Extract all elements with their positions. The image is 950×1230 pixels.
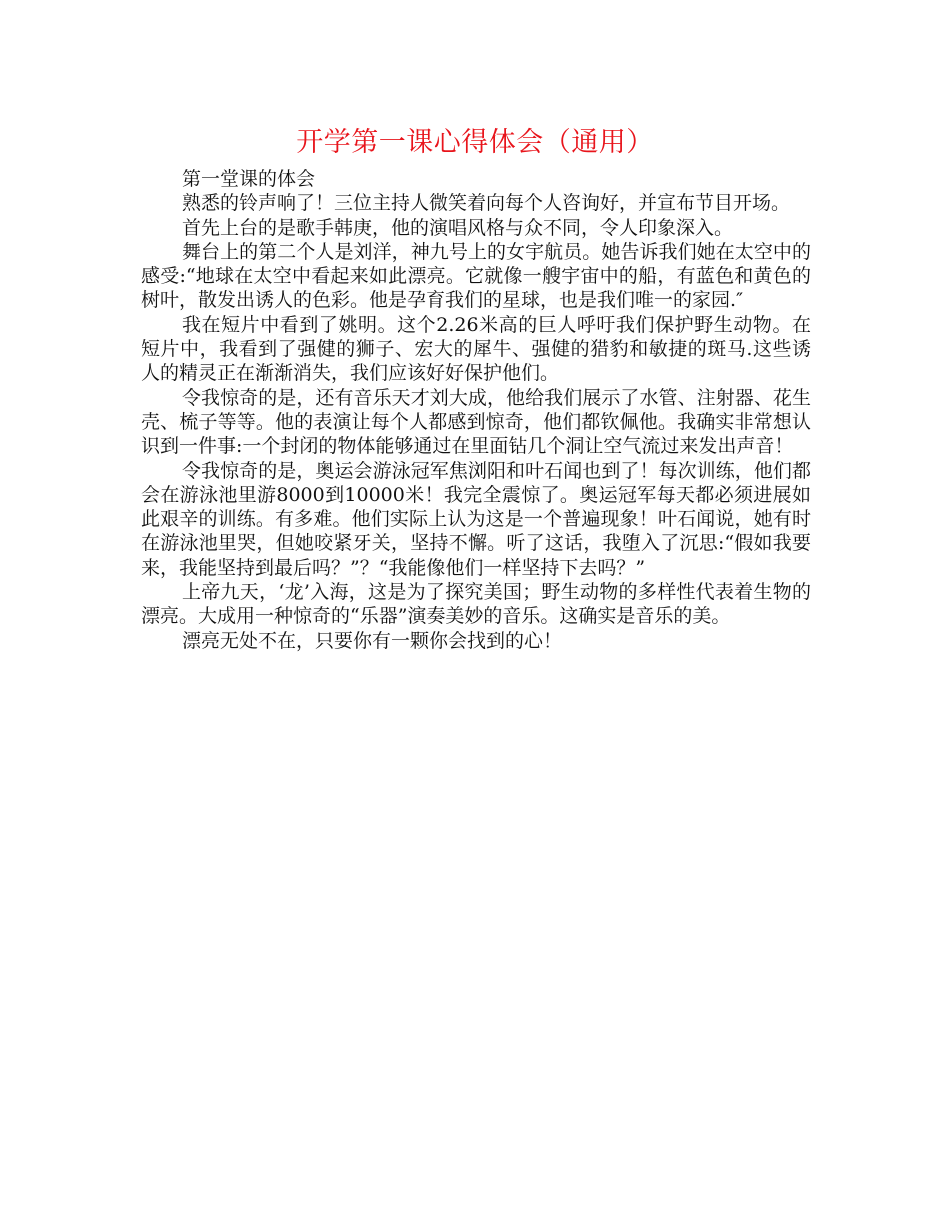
paragraph: 上帝九天，‘龙’入海，这是为了探究美国；野生动物的多样性代表着生物的漂亮。大成用一种惊奇的“乐器”演奏美妙的音乐。这确实是音乐的美。 — [141, 581, 811, 628]
document-title: 开学第一课心得体会（通用） — [296, 127, 654, 158]
paragraph: 令我惊奇的是，奥运会游泳冠军焦浏阳和叶石闻也到了！每次训练，他们都会在游泳池里游8000到10000米！我完全震惊了。奥运冠军每天都必须进展如此艰辛的训练。有多难。他们实际上认为这是一个普遍现象！叶石闻说，她有时在游泳池里哭，但她咬紧牙关，坚持不懈。听了这话，我堕入了沉思:“假如我要来，我能坚持到最后吗？”？“我能像他们一样坚持下去吗？” — [141, 459, 811, 579]
paragraph: 漂亮无处不在，只要你有一颗你会找到的心！ — [182, 629, 563, 652]
document-body — [141, 167, 811, 653]
paragraph: 我在短片中看到了姚明。这个2.26米高的巨人呼吁我们保护野生动物。在短片中，我看到了强健的狮子、宏大的犀牛、强健的猎豹和敏捷的斑马.这些诱人的精灵正在渐渐消失，我们应该好好保护他们。 — [141, 313, 811, 385]
paragraph: 首先上台的是歌手韩庚，他的演唱风格与众不同，令人印象深入。 — [182, 216, 734, 239]
paragraph: 熟悉的铃声响了！三位主持人微笑着向每个人咨询好，并宣布节目开场。 — [182, 192, 791, 215]
paragraph: 令我惊奇的是，还有音乐天才刘大成，他给我们展示了水管、注射器、花生壳、梳子等等。他的表演让每个人都感到惊奇，他们都钦佩他。我确实非常想认识到一件事:一个封闭的物体能够通过在里面钻几个洞让空气流过来发出声音！ — [141, 386, 811, 458]
paragraph: 舞台上的第二个人是刘洋，神九号上的女宇航员。她告诉我们她在太空中的感受:“地球在太空中看起来如此漂亮。它就像一艘宇宙中的船，有蓝色和黄色的树叶，散发出诱人的色彩。他是孕育我们的星球，也是我们唯一的家园.″ — [141, 240, 811, 312]
paragraph: 第一堂课的体会 — [182, 168, 316, 190]
